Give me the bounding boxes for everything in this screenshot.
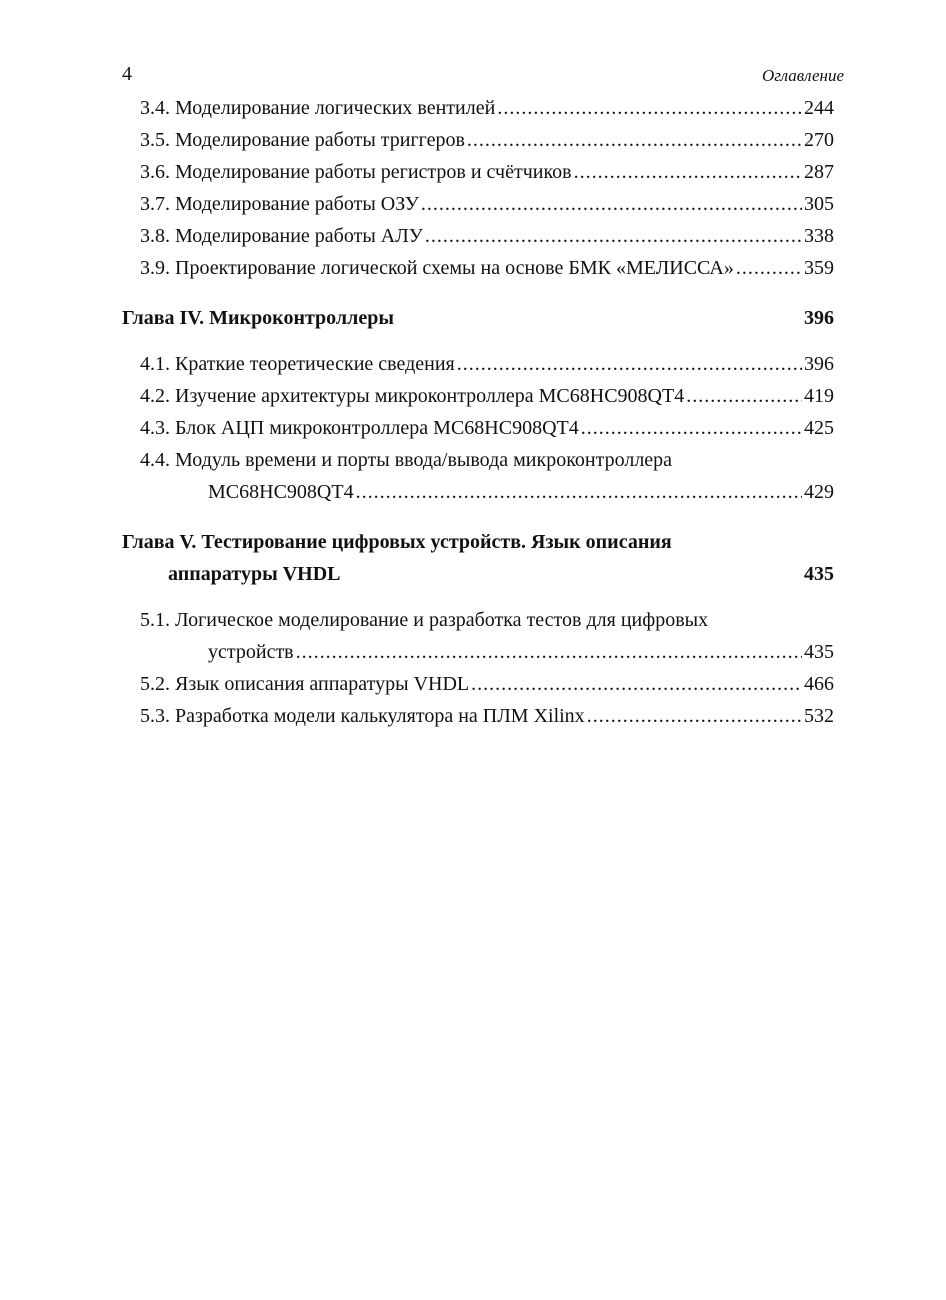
toc-entry-page: 435	[804, 641, 834, 663]
toc-entry-3-8[interactable]	[122, 220, 834, 252]
toc-entry-label: 3.5. Моделирование работы триггеров	[140, 129, 465, 151]
chapter-page: 396	[804, 307, 834, 329]
toc-entry-label: 3.4. Моделирование логических вентилей	[140, 97, 496, 119]
toc-entry-page: 270	[804, 129, 834, 151]
leader-dots	[457, 348, 802, 380]
toc-entry-3-9[interactable]	[122, 252, 834, 284]
toc-entry-4-2[interactable]	[122, 380, 834, 412]
leader-dots	[296, 636, 802, 668]
chapter-title-continued: аппаратуры VHDL	[168, 563, 341, 585]
leader-dots	[581, 412, 802, 444]
toc-entry-4-4[interactable]	[122, 444, 834, 508]
toc-entry-page: 419	[804, 385, 834, 407]
toc-entry-label: 3.8. Моделирование работы АЛУ	[140, 225, 423, 247]
leader-dots	[497, 92, 802, 124]
page-number: 4	[122, 63, 132, 85]
toc-entry-page: 305	[804, 193, 834, 215]
toc-chapter-4[interactable]	[122, 302, 834, 334]
leader-dots	[686, 380, 802, 412]
toc-entry-label: 3.9. Проектирование логической схемы на основе БМК «МЕЛИССА»	[140, 257, 734, 279]
toc-entry-label: 3.6. Моделирование работы регистров и счётчиков	[140, 161, 572, 183]
leader-dots	[736, 252, 802, 284]
leader-dots	[425, 220, 802, 252]
toc-chapter-5[interactable]	[122, 526, 834, 590]
toc-entry-label: 5.1. Логическое моделирование и разработка тестов для цифровых	[140, 609, 709, 631]
toc-entry-label-continued: устройств	[208, 641, 294, 663]
toc-entry-page: 466	[804, 673, 834, 695]
table-of-contents	[122, 92, 834, 732]
leader-dots	[574, 156, 802, 188]
toc-entry-label: 4.2. Изучение архитектуры микроконтроллера MC68HC908QT4	[140, 385, 685, 407]
toc-entry-page: 338	[804, 225, 834, 247]
chapter-title: Глава IV. Микроконтроллеры	[122, 307, 394, 329]
toc-entry-page: 287	[804, 161, 834, 183]
leader-dots	[421, 188, 802, 220]
toc-entry-3-6[interactable]	[122, 156, 834, 188]
toc-entry-page: 425	[804, 417, 834, 439]
toc-entry-label: 3.7. Моделирование работы ОЗУ	[140, 193, 419, 215]
toc-entry-label: 5.2. Язык описания аппаратуры VHDL	[140, 673, 470, 695]
toc-entry-4-1[interactable]	[122, 348, 834, 380]
toc-entry-page: 396	[804, 353, 834, 375]
toc-entry-4-3[interactable]	[122, 412, 834, 444]
chapter-page: 435	[804, 563, 834, 585]
toc-entry-label-continued: MC68HC908QT4	[208, 481, 354, 503]
toc-entry-5-1[interactable]	[122, 604, 834, 668]
toc-entry-page: 359	[804, 257, 834, 279]
toc-entry-label: 4.4. Модуль времени и порты ввода/вывода микроконтроллера	[140, 449, 673, 471]
toc-entry-label: 5.3. Разработка модели калькулятора на ПЛМ Xilinx	[140, 705, 585, 727]
toc-entry-3-4[interactable]	[122, 92, 834, 124]
leader-dots	[471, 668, 802, 700]
toc-entry-5-2[interactable]	[122, 668, 834, 700]
toc-entry-label: 4.3. Блок АЦП микроконтроллера MC68HC908QT4	[140, 417, 579, 439]
leader-dots	[467, 124, 802, 156]
toc-entry-page: 244	[804, 97, 834, 119]
chapter-title: Глава V. Тестирование цифровых устройств. Язык описания	[122, 531, 672, 553]
leader-dots	[587, 700, 802, 732]
toc-entry-page: 532	[804, 705, 834, 727]
toc-entry-label: 4.1. Краткие теоретические сведения	[140, 353, 455, 375]
toc-entry-3-7[interactable]	[122, 188, 834, 220]
leader-dots	[356, 476, 802, 508]
toc-entry-5-3[interactable]	[122, 700, 834, 732]
toc-entry-page: 429	[804, 481, 834, 503]
toc-entry-3-5[interactable]	[122, 124, 834, 156]
running-head: Оглавление	[761, 66, 844, 85]
